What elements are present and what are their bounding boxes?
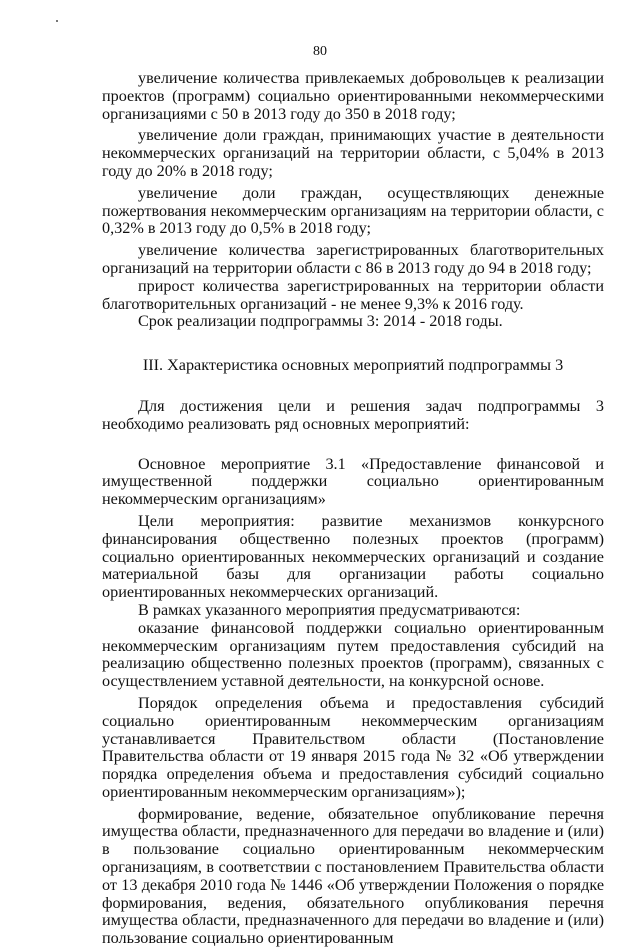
page-number: 80: [313, 44, 327, 59]
document-body: [102, 70, 604, 948]
paragraph-charities: увеличение количества зарегистрированных благотворительных организаций на территории области с 86 в 2013 году до 94 в 2018 году;: [102, 241, 604, 277]
paragraph-event-goals: Цели мероприятия: развитие механизмов конкурсного финансирования общественно полезных проектов (программ) социально ориентированных некоммерческих организаций и создание материальной базы для организации работы социально ориентированных некоммерческих организаций.: [102, 511, 604, 602]
paragraph-volunteers: увеличение количества привлекаемых добровольцев к реализации проектов (программ) социально ориентированными некоммерческими организациями с 50 в 2013 году до 350 в 2018 году;: [102, 69, 604, 123]
paragraph-provisions: В рамках указанного мероприятия предусматриваются:: [138, 600, 521, 619]
paragraph-property-list: формирование, ведение, обязательное опубликование перечня имущества области, предназначенного для передачи во владение и (или) в пользование социально ориентированным некоммерческим организациям, в соответствии с постановлением Правительства области от 13 декабря 2010 года № 1446 «Об утверждении Положения о порядке формирования, ведения, обязательного опубликования перечня имущества области, предназначенного для передачи во владение и (или) пользование социально ориентированным: [102, 804, 604, 948]
paragraph-donations: увеличение доли граждан, осуществляющих денежные пожертвования некоммерческим организациям на территории области, с 0,32% в 2013 году до 0,5% в 2018 году;: [102, 183, 604, 238]
paragraph-charity-growth: прирост количества зарегистрированных на территории области благотворительных организаций - не менее 9,3% к 2016 году.: [102, 276, 604, 313]
paragraph-subsidy-procedure: Порядок определения объема и предоставления субсидий социально ориентированным некоммерческим организациям устанавливается Правительством области (Постановление Правительства области от 19 января 2015 года № 32 «Об утверждении порядка определения объема и предоставления субсидий социально ориентированным некоммерческим организациям»);: [102, 693, 604, 801]
paragraph-term: Срок реализации подпрограммы 3: 2014 - 2018 годы.: [138, 312, 503, 331]
section-heading: III. Характеристика основных мероприятий подпрограммы 3: [142, 356, 564, 375]
paragraph-citizen-share: увеличение доли граждан, принимающих участие в деятельности некоммерческих организаций на территории области, с 5,04% в 2013 году до 20% в 2018 году;: [102, 126, 604, 180]
scan-mark: [56, 20, 58, 22]
section-intro: Для достижения цели и решения задач подпрограммы 3 необходимо реализовать ряд основных мероприятий:: [102, 396, 604, 433]
paragraph-financial-support: оказание финансовой поддержки социально ориентированным некоммерческим организациям путем предоставления субсидий на реализацию общественно полезных проектов (программ), связанных с осуществлением уставной деятельности, на конкурсной основе.: [102, 618, 604, 691]
event-title: Основное мероприятие 3.1 «Предоставление финансовой и имущественной поддержки социально ориентированным некоммерческим организациям»: [102, 454, 604, 509]
